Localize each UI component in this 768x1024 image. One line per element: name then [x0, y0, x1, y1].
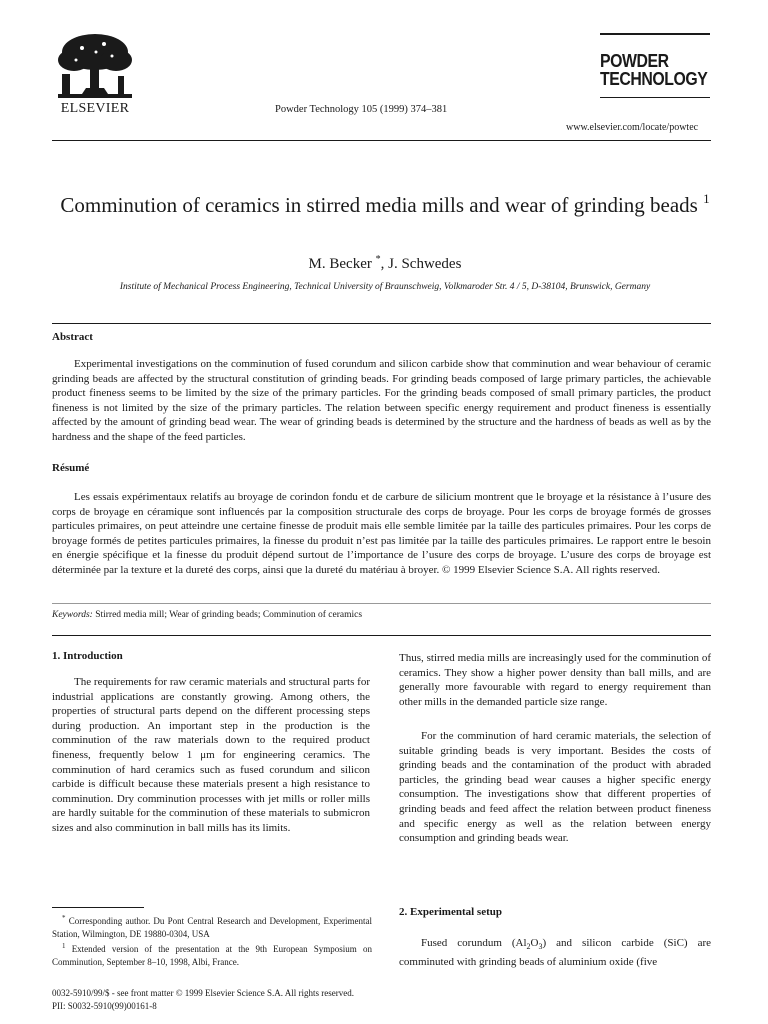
footnote-2-text: Extended version of the presentation at the 9th European Symposium on Comminution, September 8–10, 1998, Albi, France.: [52, 944, 372, 967]
section-2-text-c: ) and silicon carbide (SiC) are comminuted with grinding beads of aluminium oxide (five: [399, 937, 711, 968]
publisher-name: ELSEVIER: [60, 101, 130, 116]
author-list: [52, 254, 718, 273]
article-title: [52, 186, 718, 218]
brand-rule-top: [600, 33, 710, 35]
author-becker: M. Becker: [308, 256, 372, 272]
resume-text: Les essais expérimentaux relatifs au broyage de corindon fondu et de carbure de silicium montrent que le broyage et la résistance à l’usure des corps de broyage en céramique sont influencés par la composition structurale des corps de broyage. Pour les corps de broyage formés de grosses particules primaires, on peut atteindre une certaine finesse de produit mais elle semble limitée par la taille des particules primaires. Pour les corps de broyage formés de petites particules primaires, la finesse du produit n’est pas limitée par la taille des particules primaires. Le rapport entre le besoin en énergie spécifique et la finesse du produit dépend surtout de l’importance de l’usure des corps de broyage. L’usure des corps de broyage est déterminée par la texture et la dureté des corps, ainsi que la dureté du matériau à broyer. © 1999 Elsevier Science S.A. All rights reserved.: [52, 491, 711, 576]
header-divider: [52, 140, 711, 141]
footnotes: [52, 912, 372, 968]
journal-reference: Powder Technology 105 (1999) 374–381: [275, 104, 448, 115]
keywords-text: Stirred media mill; Wear of grinding beads; Comminution of ceramics: [95, 610, 363, 620]
footnote-1-text: Corresponding author. Du Pont Central Research and Development, Experimental Station, Wilmington, DE 19880-0304, USA: [52, 916, 372, 939]
abstract-heading: Abstract: [52, 331, 93, 343]
section-2-sub-1: 2: [526, 942, 531, 952]
title-text: Comminution of ceramics in stirred media mills and wear of grinding beads: [60, 193, 698, 217]
journal-url-link[interactable]: www.elsevier.com/locate/powtec: [566, 122, 699, 133]
resume-heading: Résumé: [52, 462, 90, 474]
copyright-footer: [52, 987, 354, 1013]
section-1-continuation: [399, 651, 711, 709]
abstract-text: Experimental investigations on the comminution of fused corundum and silicon carbide show that comminution and wear behaviour of ceramic grinding beads are affected by the structural constitution of grinding beads. For grinding beads composed of large primary particles, the achievable product fineness seems to be limited by the size of the primary particles. For the grinding beads composed of small primary particles, the product fineness is not limited by the size of the primary particles. The relation between specific energy requirement and product fineness is essentially affected by the amount of grinding bead wear. The wear of grinding beads is determined by the structure and the hardness of beads as well as by the hardness and the shape of the feed particles.: [52, 358, 711, 443]
author-schwedes: J. Schwedes: [388, 256, 462, 272]
copyright-line: 0032-5910/99/$ - see front matter © 1999 Elsevier Science S.A. All rights reserved.: [52, 988, 355, 998]
author-separator: ,: [380, 256, 389, 272]
section-1-heading: 1. Introduction: [52, 650, 123, 662]
keywords-label: Keywords:: [52, 610, 93, 620]
corresponding-author-mark[interactable]: *: [375, 254, 381, 265]
body-divider: [52, 635, 711, 636]
author-affiliation: Institute of Mechanical Process Engineering, Technical University of Braunschweig, Volkmaroder Str. 4 / 5, D-38104, Brunswick, Germany: [119, 282, 651, 292]
footnote-extended: [52, 940, 372, 968]
section-2-text-b: O: [530, 937, 539, 949]
title-footnote-mark[interactable]: 1: [703, 191, 710, 206]
abstract-divider: [52, 323, 711, 324]
journal-brand: [600, 33, 710, 98]
keywords: [52, 610, 362, 620]
section-1-paragraph-1: The requirements for raw ceramic materials and structural parts for industrial applications are constantly growing. Among others, the properties of structural parts depend on the different processing steps during production. An important step in the production is the comminution of the raw materials down to the required product fineness, frequently below 1 μm for engineering ceramics. The comminution of hard ceramics such as fused corundum and silicon carbide is difficult because these materials present a high resistance to comminution. Dry comminution processes with jet mills or roller mills are hardly suitable for the comminution of these materials to submicron sizes and also comminution in ball mills has its limits.: [52, 676, 370, 834]
section-1-paragraph-3: For the comminution of hard ceramic materials, the selection of suitable grinding beads is very important. Besides the costs of grinding beads and the contamination of the product with abraded particles, the grinding bead wear causes a higher specific energy consumption. The investigations show that different properties of grinding beads and feed affect the relation between product fineness and specific energy as well as the relation between energy consumption and grinding beads wear.: [399, 730, 711, 845]
brand-line-1: POWDER: [600, 51, 669, 71]
section-1-paragraph-2: Thus, stirred media mills are increasingly used for the comminution of ceramics. They show a higher power density than ball mills, and are generally more favourable with regard to energy requirement than other mills in the demanded particle size range.: [399, 652, 711, 708]
keywords-divider: [52, 603, 711, 604]
section-2-sub-2: 3: [538, 942, 543, 952]
footnote-corresponding: [52, 912, 372, 940]
brand-rule-bottom: [600, 97, 710, 98]
section-2-paragraph-1: [399, 936, 711, 969]
footnote-1-mark: *: [62, 914, 66, 922]
footnote-divider: [52, 907, 144, 908]
footnote-2-mark: 1: [62, 942, 66, 950]
section-2-heading: 2. Experimental setup: [399, 906, 502, 918]
pii-line: PII: S0032-5910(99)00161-8: [52, 1001, 157, 1011]
brand-line-2: TECHNOLOGY: [600, 69, 708, 89]
section-2-text-a: Fused corundum (Al: [421, 937, 527, 949]
